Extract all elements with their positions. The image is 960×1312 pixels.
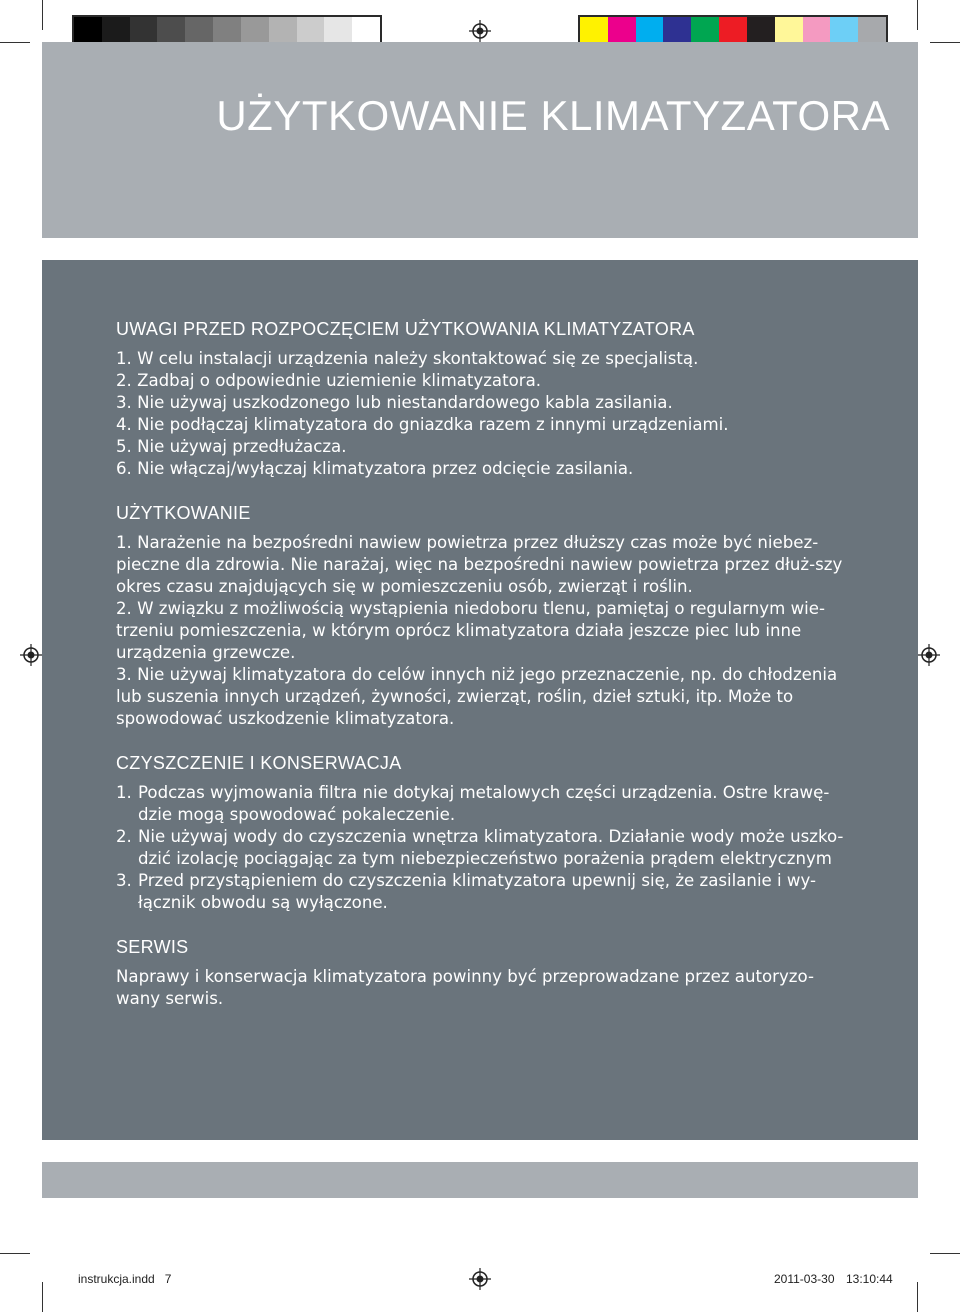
title-band xyxy=(42,42,918,238)
list-text: Nie używaj wody do czyszczenia wnętrza klimatyzatora. Działanie wody może uszko-dzić izolację pociągając za tym niebezpieczeństwo porażenia prądem elektrycznym xyxy=(138,827,844,868)
color-swatch xyxy=(608,17,636,43)
section-usage xyxy=(116,502,848,730)
list-item xyxy=(116,826,848,870)
section-cleaning xyxy=(116,752,848,914)
color-swatch xyxy=(691,17,719,43)
gray-swatch xyxy=(185,17,213,43)
section-heading: UWAGI PRZED ROZPOCZĘCIEM UŻYTKOWANIA KLIMATYZATORA xyxy=(116,319,695,339)
list-item: 3. Nie używaj uszkodzonego lub niestandardowego kabla zasilania. xyxy=(116,393,673,412)
crop-mark xyxy=(917,1282,918,1312)
registration-mark-left xyxy=(20,644,42,666)
gray-swatch xyxy=(102,17,130,43)
list-number: 1. xyxy=(116,783,132,802)
list-item: 4. Nie podłączaj klimatyzatora do gniazdka razem z innymi urządzeniami. xyxy=(116,415,729,434)
section-heading: UŻYTKOWANIE xyxy=(116,503,251,523)
list-number: 3. xyxy=(116,871,132,890)
list-item xyxy=(116,782,848,826)
gray-swatch xyxy=(324,17,352,43)
color-swatch xyxy=(830,17,858,43)
bottom-band xyxy=(42,1162,918,1198)
crop-mark xyxy=(0,1253,30,1254)
color-swatch xyxy=(803,17,831,43)
gray-swatch xyxy=(269,17,297,43)
gray-calibration-bar xyxy=(72,15,382,45)
list-item: 2. Zadbaj o odpowiednie uziemienie klimatyzatora. xyxy=(116,371,542,390)
color-swatch xyxy=(580,17,608,43)
footer-time: 13:10:44 xyxy=(846,1272,893,1286)
cleaning-list xyxy=(116,782,848,914)
list-number: 2. xyxy=(116,827,132,846)
section-service xyxy=(116,936,848,1010)
registration-mark-right xyxy=(918,644,940,666)
crop-mark xyxy=(930,1253,960,1254)
gray-swatch xyxy=(241,17,269,43)
content-body xyxy=(116,318,848,1032)
color-swatch xyxy=(858,17,886,43)
crop-mark xyxy=(42,0,43,30)
gray-swatch xyxy=(74,17,102,43)
list-item: 5. Nie używaj przedłużacza. xyxy=(116,437,347,456)
list-item: 3. Nie używaj klimatyzatora do celów innych niż jego przeznaczenie, np. do chłodzenia lub suszenia innych urządzeń, żywności, zwierząt, roślin, dzieł sztuki, itp. Może to spowodować uszkodzenie klimatyzatora. xyxy=(116,665,838,728)
service-text: Naprawy i konserwacja klimatyzatora powinny być przeprowadzane przez autoryzo-wany serwis. xyxy=(116,967,814,1008)
color-swatch xyxy=(663,17,691,43)
gray-swatch xyxy=(297,17,325,43)
section-heading: SERWIS xyxy=(116,937,189,957)
list-item: 6. Nie włączaj/wyłączaj klimatyzatora przez odcięcie zasilania. xyxy=(116,459,634,478)
gray-swatch xyxy=(352,17,380,43)
section-warnings xyxy=(116,318,848,480)
list-item xyxy=(116,870,848,914)
crop-mark xyxy=(930,42,960,43)
list-item: 2. W związku z możliwością wystąpienia niedoboru tlenu, pamiętaj o regularnym wie-trzeniu pomieszczenia, w którym oprócz klimatyzatora działa jeszcze piec lub inne urządzenia grzewcze. xyxy=(116,599,825,662)
crop-mark xyxy=(0,42,30,43)
color-swatch xyxy=(775,17,803,43)
color-swatch xyxy=(747,17,775,43)
crop-mark xyxy=(42,1282,43,1312)
crop-mark xyxy=(917,0,918,30)
registration-mark-bottom xyxy=(469,1268,491,1290)
color-swatch xyxy=(636,17,664,43)
gray-swatch xyxy=(157,17,185,43)
color-swatch xyxy=(719,17,747,43)
list-text: Podczas wyjmowania filtra nie dotykaj metalowych części urządzenia. Ostre krawę-dzie mogą spowodować pokaleczenie. xyxy=(138,783,830,824)
content-panel xyxy=(42,260,918,1140)
registration-mark-top xyxy=(469,20,491,42)
list-item: 1. W celu instalacji urządzenia należy skontaktować się ze specjalistą. xyxy=(116,349,699,368)
list-text: Przed przystąpieniem do czyszczenia klimatyzatora upewnij się, że zasilanie i wy-łącznik obwodu są wyłączone. xyxy=(138,871,817,912)
footer-date: 2011-03-30 xyxy=(774,1272,835,1286)
color-calibration-bar xyxy=(578,15,888,45)
page-title: UŻYTKOWANIE KLIMATYZATORA xyxy=(216,92,890,139)
footer-filename: instrukcja.indd 7 xyxy=(78,1272,172,1286)
gray-swatch xyxy=(130,17,158,43)
list-item: 1. Narażenie na bezpośredni nawiew powietrza przez dłuższy czas może być niebez-pieczne dla zdrowia. Nie narażaj, więc na bezpośredni nawiew powietrza przez dłuż-szy okres czasu znajdujących się w pomieszczeniu osób, zwierząt i roślin. xyxy=(116,533,843,596)
gray-swatch xyxy=(213,17,241,43)
section-heading: CZYSZCZENIE I KONSERWACJA xyxy=(116,753,402,773)
